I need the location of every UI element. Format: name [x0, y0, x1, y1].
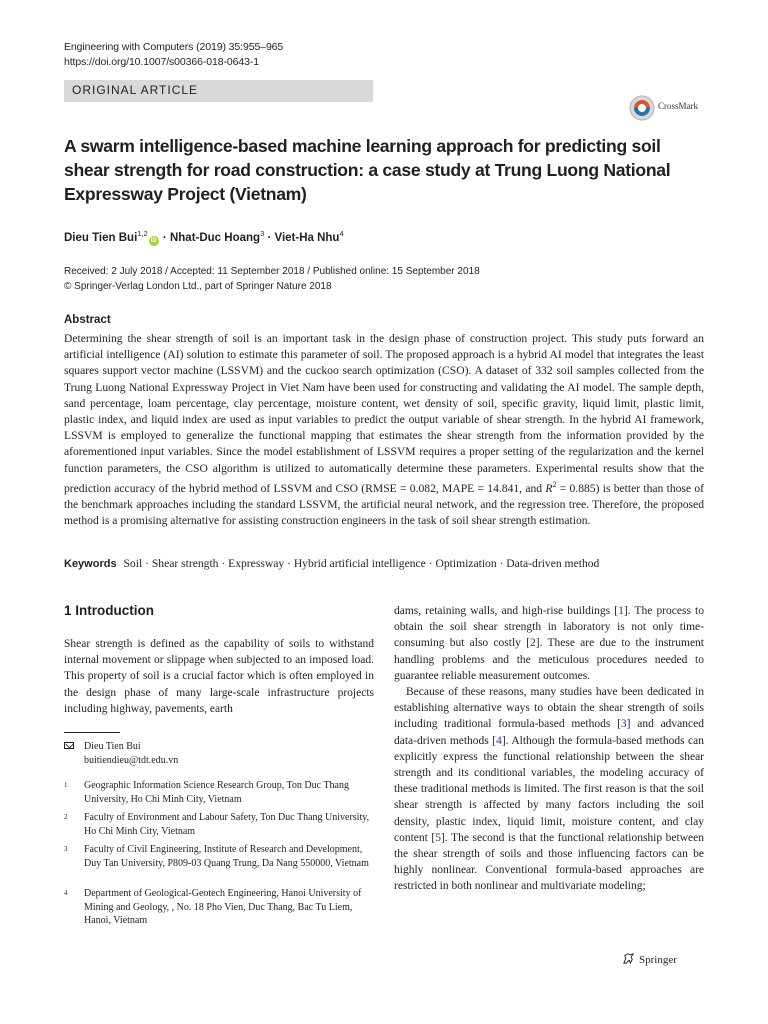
article-type-banner	[64, 80, 373, 102]
intro-paragraph	[394, 684, 704, 895]
journal-header	[64, 40, 283, 70]
r-squared-exponent: 2	[552, 479, 557, 489]
affiliation-item	[64, 779, 374, 806]
author-affiliation: 3	[260, 229, 265, 238]
footnote-divider	[64, 732, 120, 733]
contact-email[interactable]: buitiendieu@tdt.edu.vn	[84, 754, 179, 766]
history-dates: Received: 2 July 2018 / Accepted: 11 September 2018 / Published online: 15 September 2018	[64, 266, 480, 277]
affiliation-text: Faculty of Civil Engineering, Institute of Research and Development, Duy Tan University, P809-03 Quang Trung, Da Nang 550000, Vietnam	[84, 844, 369, 869]
doi-link[interactable]: https://doi.org/10.1007/s00366-018-0643-1	[64, 56, 259, 68]
orcid-icon[interactable]: iD	[150, 237, 157, 244]
affiliation-item	[64, 887, 374, 928]
paragraph-text: Because of these reasons, many studies have been dedicated in establishing alternative ways to obtain the shear strength of soils including traditional formula-based methods [	[394, 686, 704, 731]
author-list	[64, 226, 344, 246]
affiliation-number: 3	[64, 845, 68, 853]
copyright-line: © Springer-Verlag London Ltd., part of Springer Nature 2018	[64, 281, 332, 292]
paragraph-text: ]. These are due to the instrument handling problems and the meticulous procedures needed to guarantee reliable measurement outcomes.	[394, 637, 704, 682]
intro-left-column	[64, 636, 374, 717]
keywords-label: Keywords	[64, 558, 117, 570]
contact-name: Dieu Tien Bui	[84, 741, 141, 752]
crossmark-icon	[628, 94, 656, 122]
author-name[interactable]: Nhat-Duc Hoang	[169, 231, 261, 244]
envelope-icon	[64, 742, 74, 749]
keywords-line	[64, 556, 704, 572]
author-affiliation: 4	[339, 229, 344, 238]
paragraph-text: ]. The process to obtain the soil shear strength in laboratory is not only time-consuming but also costly [	[394, 605, 705, 650]
article-type-label: ORIGINAL ARTICLE	[72, 83, 199, 97]
paragraph-text: ]. The second is that the functional relationship between the shear strength of soils and those influencing factors can be highly nonlinear. Conventional formula-based approaches are restricted in both nonlinear and multivariate modeling;	[394, 831, 704, 893]
citation-link[interactable]: 5	[435, 831, 441, 844]
affiliation-item	[64, 811, 374, 838]
r-squared-symbol: R	[545, 481, 553, 495]
publisher-logo	[622, 952, 677, 966]
affiliation-item	[64, 843, 374, 870]
citation-link[interactable]: 2	[529, 637, 536, 650]
author-affiliation: 1,2	[137, 229, 148, 238]
section-heading-introduction: 1 Introduction	[64, 603, 154, 618]
affiliation-number: 4	[64, 889, 68, 897]
paragraph-text: ]. Although the formula-based methods can explicitly express the functional relationship between the shear strength and its conditional variables, the modeling accuracy of these traditional methods is limited. The first reason is that the soil shear strength is affected by many factors including the soil density, plastic index, liquid limit, moisture content, and clay content [	[394, 734, 704, 844]
abstract-body	[64, 331, 704, 529]
corresponding-author	[64, 740, 374, 767]
publication-dates	[64, 264, 480, 294]
author-name[interactable]: Dieu Tien Bui	[64, 231, 138, 244]
citation-link[interactable]: 4	[496, 734, 502, 747]
abstract-heading: Abstract	[64, 314, 111, 326]
intro-paragraph	[394, 603, 704, 684]
abstract-text-part2: = 0.885) is better than those of the benchmark approaches including the standard LSSVM, the artificial neural network, and the regression tree. Therefore, the proposed method is a promising alternative for assisting construction engineers in the task of soil shear strength estimation.	[64, 481, 704, 528]
affiliation-text: Faculty of Environment and Labour Safety, Ton Duc Thang University, Ho Chi Minh City, Vietnam	[84, 812, 370, 837]
intro-paragraph: Shear strength is defined as the capability of soils to withstand internal movement or slippage when subjected to an imposed load. This property of soil is a crucial factor which is often employed in the design phase of many large-scale infrastructure projects including highway, pavements, earth	[64, 638, 374, 715]
paragraph-text: ] and advanced data-driven methods [	[394, 718, 704, 747]
citation-link[interactable]: 3	[620, 718, 627, 731]
article-title: A swarm intelligence-based machine learning approach for predicting soil shear strength for road construction: a case study at Trung Luong National Expressway Project (Vietnam)	[64, 136, 671, 204]
keywords-list: Soil · Shear strength · Expressway · Hybrid artificial intelligence · Optimization · Data-driven method	[123, 557, 600, 570]
journal-citation: Engineering with Computers (2019) 35:955–965	[64, 41, 284, 53]
affiliation-text: Geographic Information Science Research Group, Ton Duc Thang University, Ho Chi Minh City, Vietnam	[84, 780, 349, 805]
paragraph-text: dams, retaining walls, and high-rise buildings [	[394, 605, 619, 617]
abstract-text-part1: Determining the shear strength of soil is an important task in the design phase of construction project. This study puts forward an artificial intelligence (AI) solution to estimate this parameter of soil. The proposed approach is a hybrid AI model that integrates the least squares support vector machine (LSSVM) and the cuckoo search optimization (CSO). A dataset of 332 soil samples collected from the Trung Luong National Expressway Project in Viet Nam have been used for constructing and validating the AI model. The sample depth, sand percentage, loam percentage, clay percentage, moisture content, wet density of soil, specific gravity, liquid limit, plastic limit, plastic index, and liquid index are used as input variables to predict the output variable of shear strength. In the hybrid AI framework, LSSVM is employed to generalize the functional mapping that estimates the shear strength from the information provided by the aforementioned input variables. Since the model establishment of LSSVM requires a proper setting of the regularization and the kernel function parameters, the CSO algorithm is utilized to automatically determine these parameters. Experimental results show that the prediction accuracy of the hybrid method of LSSVM and CSO (RMSE = 0.082, MAPE = 14.841, and	[64, 332, 704, 495]
crossmark-badge[interactable]	[628, 94, 704, 122]
intro-right-column	[394, 603, 704, 895]
affiliation-number: 1	[64, 781, 68, 789]
publisher-name: Springer	[639, 954, 677, 966]
crossmark-label: CrossMark	[658, 101, 698, 111]
author-name[interactable]: Viet-Ha Nhu	[274, 231, 340, 244]
citation-link[interactable]: 1	[618, 605, 624, 617]
author-separator: ·	[267, 231, 272, 244]
affiliation-number: 2	[64, 813, 68, 821]
author-separator: ·	[162, 231, 167, 244]
springer-horse-icon	[622, 952, 635, 965]
affiliation-text: Department of Geological-Geotech Engineering, Hanoi University of Mining and Geology, , No. 18 Pho Vien, Duc Thang, Bac Tu Liem, Hanoi, Vietnam	[84, 888, 362, 926]
